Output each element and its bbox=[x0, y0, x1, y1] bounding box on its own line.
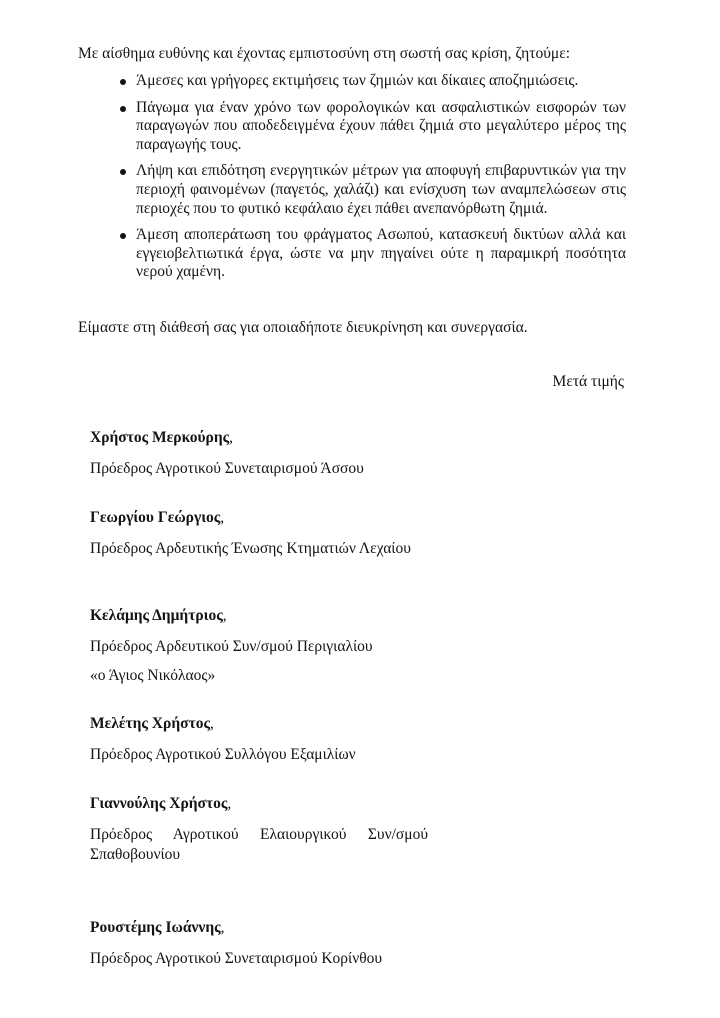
bullet-icon bbox=[120, 233, 126, 239]
signatory-role: Πρόεδρος Αγροτικού Ελαιουργικού Συν/σμού Σπαθοβουνίου bbox=[90, 826, 428, 863]
signatory-name: Γιαννούλης Χρήστος bbox=[90, 795, 228, 812]
name-comma: , bbox=[220, 509, 225, 526]
signatory-name-line bbox=[90, 606, 428, 625]
signatory-name-line bbox=[90, 714, 428, 733]
signatory-name-line bbox=[90, 428, 428, 447]
demand-text: Άμεσες και γρήγορες εκτιμήσεις των ζημιών και δίκαιες αποζημιώσεις. bbox=[136, 72, 579, 89]
signatory-block bbox=[90, 606, 428, 686]
name-comma: , bbox=[227, 795, 232, 812]
name-comma: , bbox=[222, 607, 227, 624]
signatory-block bbox=[90, 428, 428, 479]
signatory-role-extra: «ο Άγιος Νικόλαος» bbox=[90, 667, 216, 684]
signatory-block bbox=[90, 794, 428, 865]
signatory-name: Χρήστος Μερκούρης bbox=[90, 429, 230, 446]
signatory-block bbox=[90, 918, 428, 969]
signatory-name: Γεωργίου Γεώργιος bbox=[90, 509, 221, 526]
bullet-icon bbox=[120, 79, 126, 85]
demand-text: Λήψη και επιδότηση ενεργητικών μέτρων για αποφυγή επιβαρυντικών για την περιοχή φαινομένων (παγετός, χαλάζι) και ενίσχυση των αναμπελώσεων στις περιοχές που το φυτικό κεφάλαιο έχει πάθει ανεπανόρθωτη ζημιά. bbox=[136, 162, 626, 217]
closing-paragraph: Είμαστε στη διάθεσή σας για οποιαδήποτε διευκρίνηση και συνεργασία. bbox=[78, 319, 528, 336]
signatory-role: Πρόεδρος Αρδευτικού Συν/σμού Περιγιαλίου bbox=[90, 638, 373, 655]
demand-text: Πάγωμα για έναν χρόνο των φορολογικών και ασφαλιστικών εισφορών των παραγωγών που αποδεδειγμένα έχουν πάθει ζημιά στο μεγαλύτερο μέρος της παραγωγής τους. bbox=[136, 98, 626, 153]
demand-item bbox=[98, 99, 626, 155]
signatory-role: Πρόεδρος Αγροτικού Συλλόγου Εξαμιλίων bbox=[90, 746, 356, 763]
demands-list bbox=[98, 72, 626, 290]
regards-line: Μετά τιμής bbox=[552, 373, 624, 390]
demand-text: Άμεση αποπεράτωση του φράγματος Ασωπού, κατασκευή δικτύων αλλά και εγγειοβελτιωτικά έργα, ώστε να μην πηγαίνει ούτε η παραμικρή ποσότητα νερού χαμένη. bbox=[136, 226, 626, 281]
signatory-name: Ρουστέμης Ιωάννης bbox=[90, 919, 221, 936]
name-comma: , bbox=[229, 429, 234, 446]
intro-paragraph: Με αίσθημα ευθύνης και έχοντας εμπιστοσύνη στη σωστή σας κρίση, ζητούμε: bbox=[78, 45, 571, 62]
bullet-icon bbox=[120, 106, 126, 112]
signatory-role: Πρόεδρος Αγροτικού Συνεταιρισμού Κορίνθου bbox=[90, 950, 383, 967]
signatory-name-line bbox=[90, 794, 428, 813]
demand-item bbox=[98, 162, 626, 218]
signatory-name-line bbox=[90, 918, 428, 937]
signatory-block bbox=[90, 714, 428, 765]
signatory-name: Κελάμης Δημήτριος bbox=[90, 607, 223, 624]
bullet-icon bbox=[120, 169, 126, 175]
signatory-name: Μελέτης Χρήστος bbox=[90, 715, 211, 732]
demand-item bbox=[98, 226, 626, 282]
name-comma: , bbox=[220, 919, 225, 936]
signatory-role: Πρόεδρος Αγροτικού Συνεταιρισμού Άσσου bbox=[90, 460, 364, 477]
signatory-block bbox=[90, 508, 428, 559]
name-comma: , bbox=[210, 715, 214, 732]
demand-item bbox=[98, 72, 626, 91]
signatory-role: Πρόεδρος Αρδευτικής Ένωσης Κτηματιών Λεχαίου bbox=[90, 540, 411, 557]
signatory-name-line bbox=[90, 508, 428, 527]
